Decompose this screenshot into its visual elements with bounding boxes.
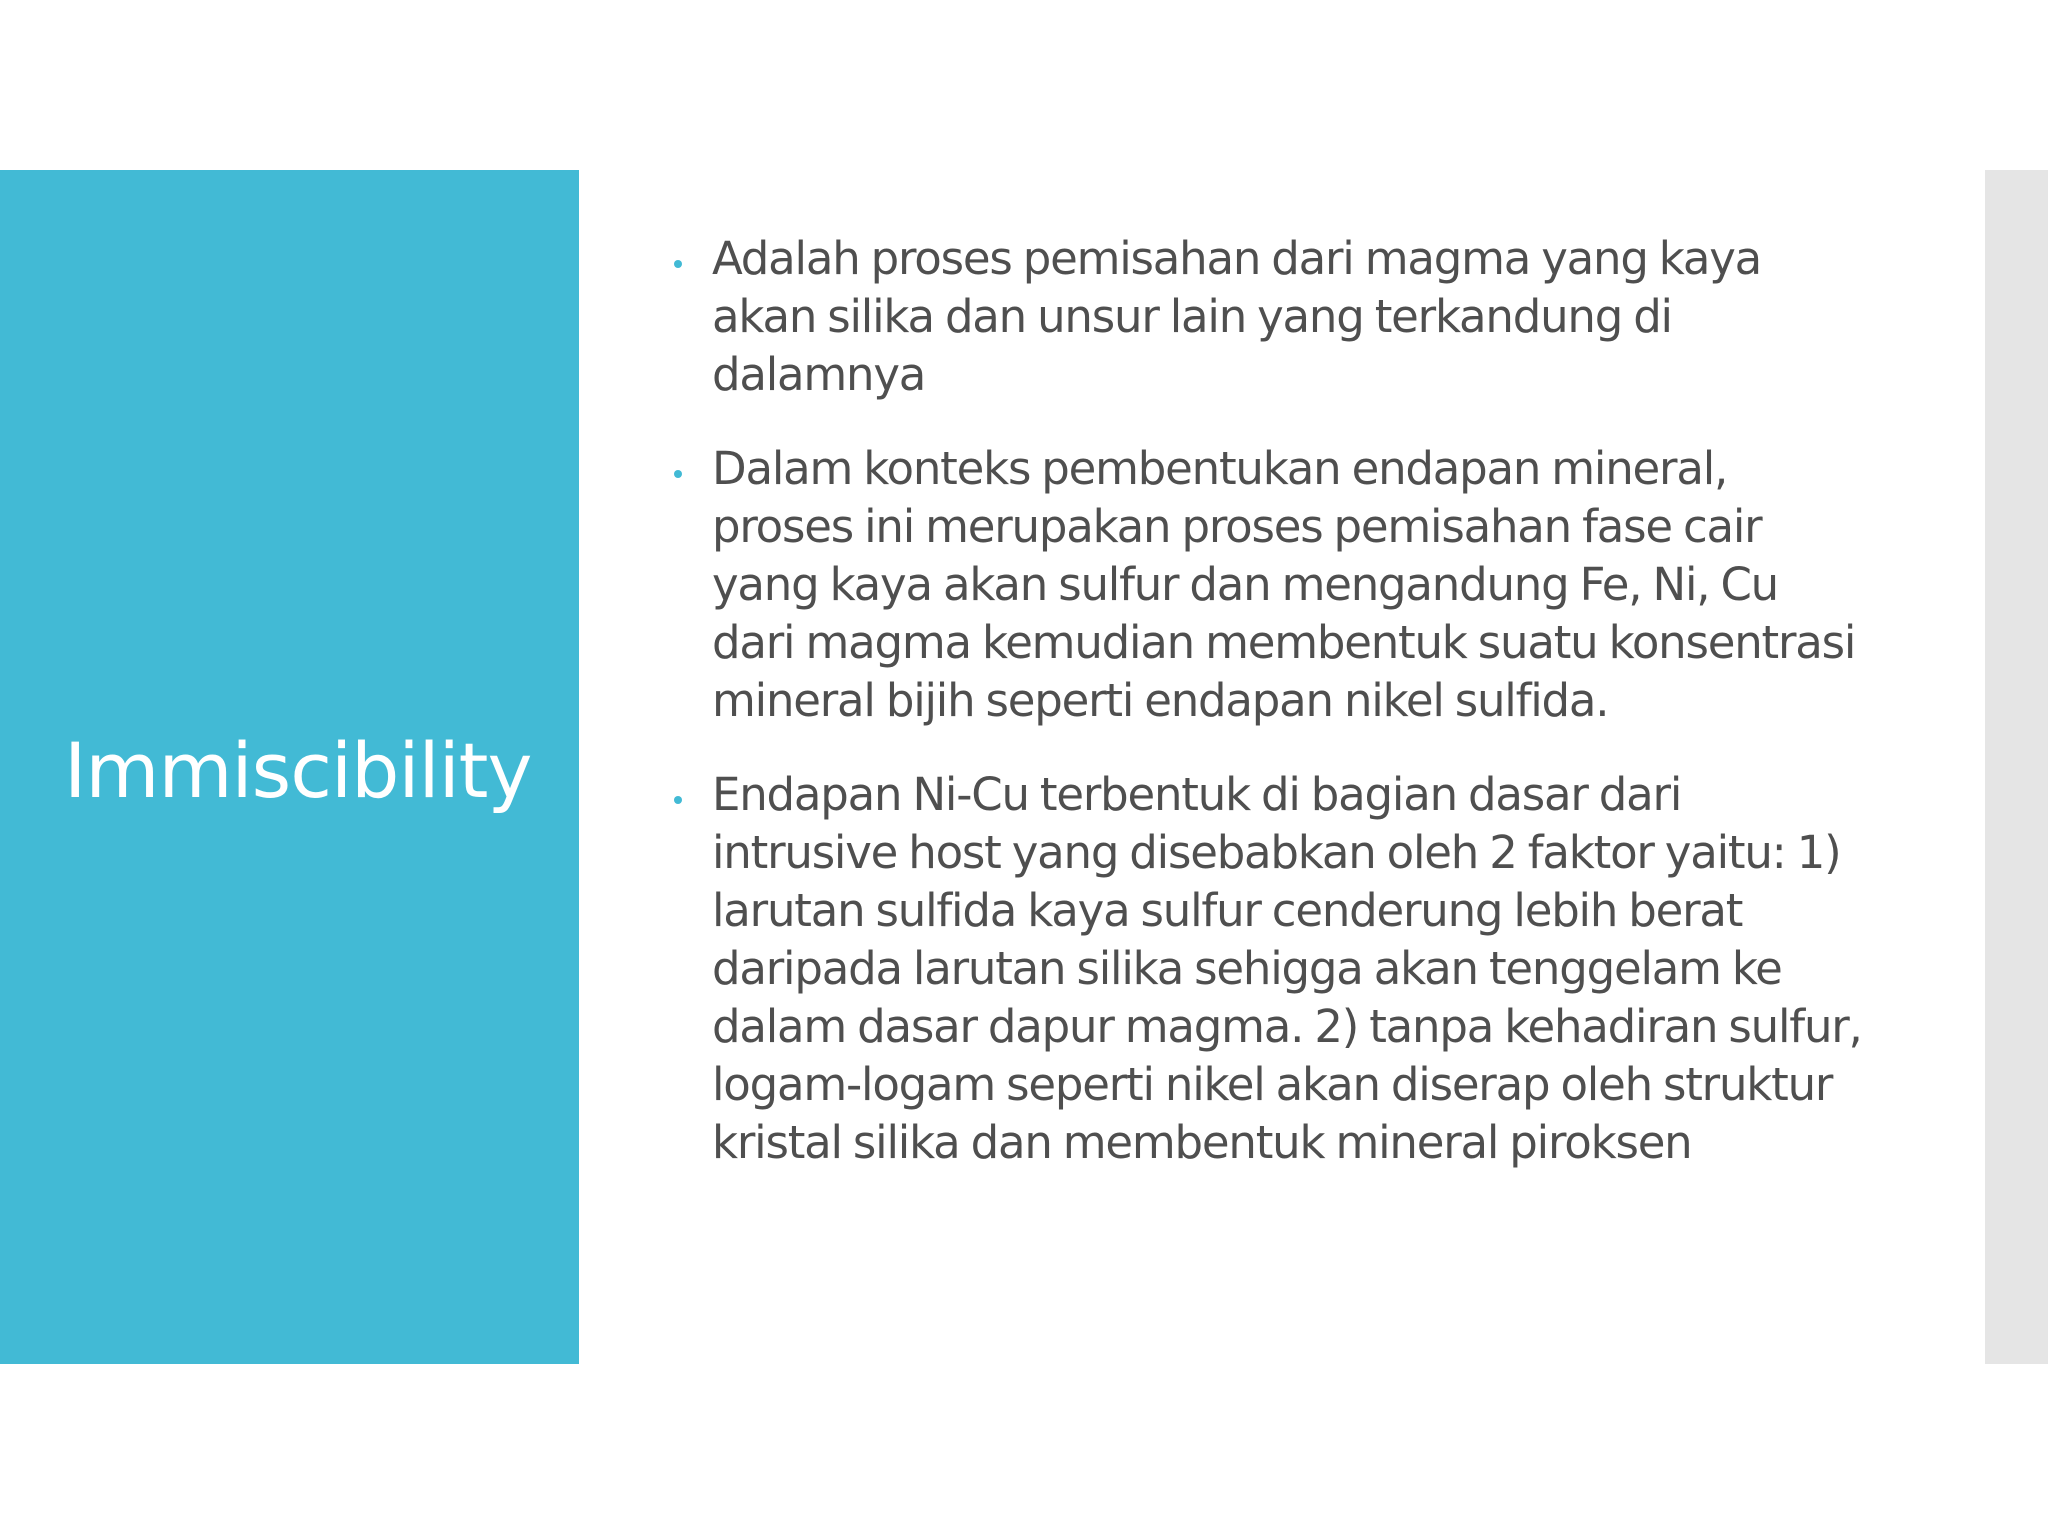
bullet-text: Adalah proses pemisahan dari magma yang kaya akan silika dan unsur lain yang terkandung di dalamnya — [712, 232, 1762, 401]
slide-title: Immiscibility — [64, 725, 532, 815]
bullet-text: Dalam konteks pembentukan endapan mineral, proses ini merupakan proses pemisahan fase cair yang kaya akan sulfur dan mengandung Fe, Ni, Cu dari magma kemudian membentuk suatu konsentrasi mineral bijih seperti endapan nikel sulfida. — [712, 442, 1856, 727]
decorative-side-bar — [1985, 170, 2048, 1364]
bullet-dot-icon — [674, 796, 682, 804]
bullet-item — [668, 230, 1868, 404]
bullet-item — [668, 440, 1868, 730]
bullet-dot-icon — [674, 260, 682, 268]
bullet-text: Endapan Ni-Cu terbentuk di bagian dasar dari intrusive host yang disebabkan oleh 2 faktor yaitu: 1) larutan sulfida kaya sulfur cenderung lebih berat daripada larutan silika sehigga akan tenggelam ke dalam dasar dapur magma. 2) tanpa kehadiran sulfur, logam-logam seperti nikel akan diserap oleh struktur kristal silika dan membentuk mineral piroksen — [712, 768, 1862, 1169]
title-panel — [0, 170, 579, 1364]
bullet-dot-icon — [674, 470, 682, 478]
content-area — [668, 230, 1868, 1208]
bullet-item — [668, 766, 1868, 1172]
bullet-list — [668, 230, 1868, 1172]
